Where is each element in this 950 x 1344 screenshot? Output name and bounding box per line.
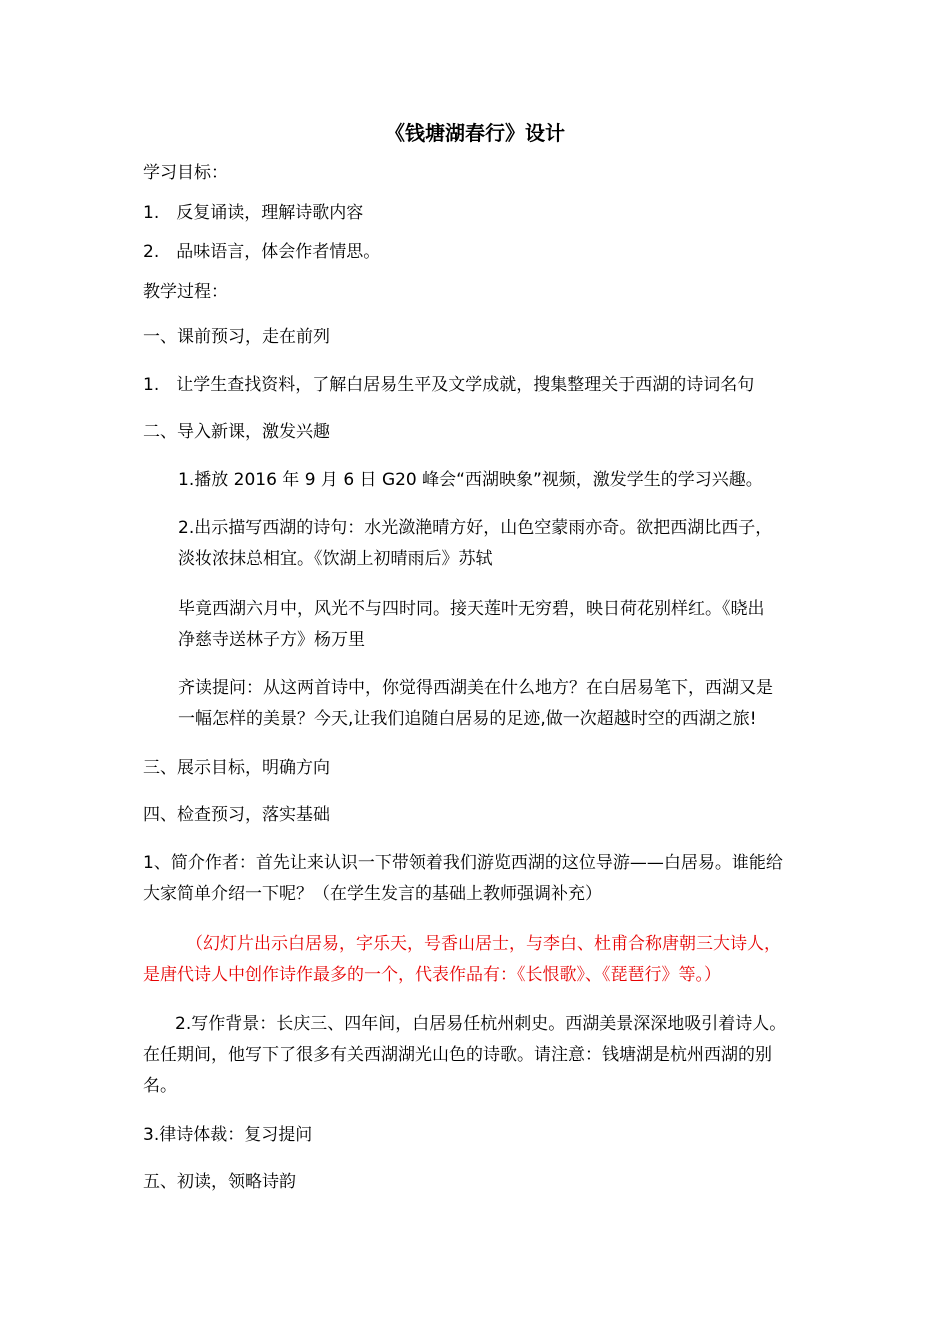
- poem-2-line-2: 净慈寺送林子方》杨万里: [178, 630, 365, 650]
- section-1-heading: 一、课前预习，走在前列: [143, 327, 330, 347]
- process-heading: 教学过程：: [143, 282, 228, 302]
- poetry-form-line: 3.律诗体裁：复习提问: [143, 1125, 313, 1145]
- slide-note-line-2: 是唐代诗人中创作诗作最多的一个，代表作品有：《长恨歌》、《琵琶行》等。）: [143, 965, 721, 985]
- section-5-heading: 五、初读，领略诗韵: [143, 1172, 296, 1192]
- section-3-heading: 三、展示目标，明确方向: [143, 758, 330, 778]
- question-line-1: 齐读提问：从这两首诗中，你觉得西湖美在什么地方？在白居易笔下，西湖又是: [178, 678, 773, 698]
- background-line-1: 2.写作背景：长庆三、四年间，白居易任杭州刺史。西湖美景深深地吸引着诗人。: [175, 1014, 787, 1034]
- section-2-item-2-line-1: 2.出示描写西湖的诗句：水光潋滟晴方好，山色空蒙雨亦奇。欲把西湖比西子，: [178, 518, 773, 538]
- author-intro-line-2: 大家简单介绍一下呢？（在学生发言的基础上教师强调补充）: [143, 884, 602, 904]
- objectives-heading: 学习目标：: [143, 163, 228, 183]
- poem-2-line-1: 毕竟西湖六月中，风光不与四时同。接天莲叶无穷碧，映日荷花别样红。《晓出: [178, 599, 765, 619]
- slide-note-line-1: （幻灯片出示白居易，字乐天，号香山居士，与李白、杜甫合称唐朝三大诗人，: [186, 934, 781, 954]
- section-4-heading: 四、检查预习，落实基础: [143, 805, 330, 825]
- document-title: 《钱塘湖春行》设计: [385, 121, 565, 145]
- background-line-3: 名。: [143, 1076, 177, 1096]
- author-intro-line-1: 1、简介作者：首先让来认识一下带领着我们游览西湖的这位导游——白居易。谁能给: [143, 853, 783, 873]
- section-2-item-2-line-2: 淡妆浓抹总相宜。《饮湖上初晴雨后》苏轼: [178, 549, 493, 569]
- objective-item-2: 2. 品味语言，体会作者情思。: [143, 242, 381, 262]
- section-2-heading: 二、导入新课，激发兴趣: [143, 422, 330, 442]
- background-line-2: 在任期间，他写下了很多有关西湖湖光山色的诗歌。请注意：钱塘湖是杭州西湖的别: [143, 1045, 772, 1065]
- objective-item-1: 1. 反复诵读，理解诗歌内容: [143, 203, 364, 223]
- section-2-item-1: 1.播放 2016 年 9 月 6 日 G20 峰会“西湖映象”视频，激发学生的学习兴趣。: [178, 470, 763, 490]
- question-line-2: 一幅怎样的美景？今天,让我们追随白居易的足迹,做一次超越时空的西湖之旅!: [178, 709, 757, 729]
- section-1-item-1: 1. 让学生查找资料，了解白居易生平及文学成就，搜集整理关于西湖的诗词名句: [143, 375, 755, 395]
